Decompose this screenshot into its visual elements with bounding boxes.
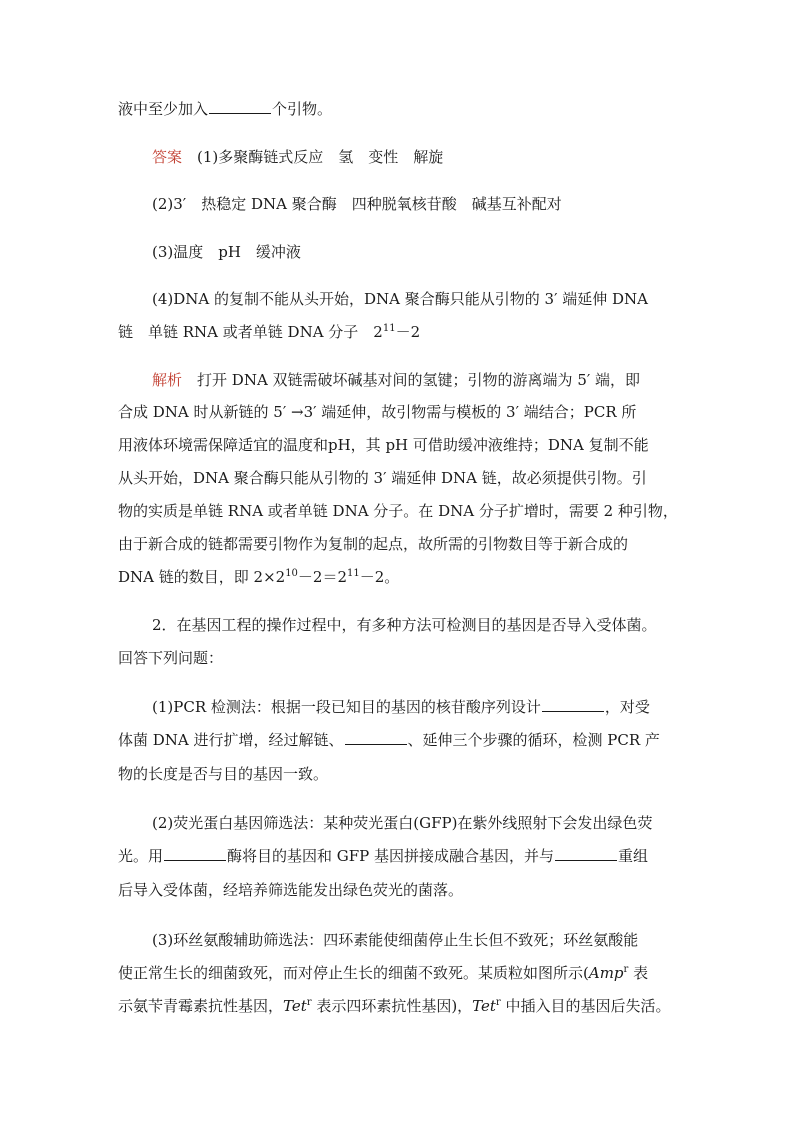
answer-blank (345, 730, 407, 745)
analysis-line3: 用液体环境需保障适宜的温度和pH，其 pH 可借助缓冲液维持；DNA 复制不能 (118, 436, 649, 454)
answer-p3: (3)温度 pH 缓冲液 (152, 243, 301, 261)
q2-p2-line3: 后导入受体菌，经培养筛选能发出绿色荧光的菌落。 (118, 881, 464, 899)
superscript: r (495, 997, 501, 1008)
text: 重组 (618, 847, 649, 865)
text: DNA 链的数目，即 2×2 (118, 568, 286, 586)
analysis-label: 解析 (152, 371, 183, 389)
analysis-line7 (118, 566, 399, 588)
answer-p2: (2)3′ 热稳定 DNA 聚合酶 四种脱氧核苷酸 碱基互补配对 (152, 195, 562, 213)
superscript: r (623, 964, 629, 975)
text: 表示四环素抗性基因)， (311, 997, 473, 1015)
q2-p3-line3 (118, 995, 670, 1017)
text: ，对受 (604, 698, 650, 716)
text: 酶将目的基因和 GFP 基因拼接成融合基因，并与 (227, 847, 555, 865)
q2-stem-line2: 回答下列问题： (118, 649, 224, 667)
q2-p3-line2 (118, 962, 648, 984)
q2-p1-line3: 物的长度是否与目的基因一致。 (118, 765, 329, 783)
text: 个引物。 (272, 100, 333, 118)
superscript: 10 (285, 568, 298, 579)
text: 、延伸三个步骤的循环，检测 PCR 产 (407, 731, 660, 749)
analysis-line5: 物的实质是单链 RNA 或者单链 DNA 分子。在 DNA 分子扩增时，需要 2 种引物， (118, 502, 678, 520)
text: 使正常生长的细菌致死，而对停止生长的细菌不致死。某质粒如图所示( (118, 964, 589, 982)
analysis-line2: 合成 DNA 时从新链的 5′ →3′ 端延伸，故引物需与模板的 3′ 端结合；PCR 所 (118, 403, 637, 421)
answer-blank (209, 99, 271, 114)
q2-p3-line1: (3)环丝氨酸辅助筛选法：四环素能使细菌停止生长但不致死；环丝氨酸能 (152, 931, 639, 949)
answer-blank (164, 846, 226, 861)
answer-blank (555, 846, 617, 861)
text: 链 单链 RNA 或者单链 DNA 分子 2 (118, 323, 383, 341)
text: －2＝2 (297, 568, 348, 586)
text: 打开 DNA 双链需破坏碱基对间的氢键；引物的游离端为 5′ 端，即 (197, 371, 641, 389)
text: 光。用 (118, 847, 164, 865)
analysis-line1 (152, 369, 640, 391)
q2-p2-line2 (118, 845, 648, 867)
answer-p4-line1: (4)DNA 的复制不能从头开始，DNA 聚合酶只能从引物的 3′ 端延伸 DNA (152, 290, 648, 308)
text: －2 (395, 323, 421, 341)
superscript: 11 (382, 323, 396, 334)
q2-stem-line1: 2．在基因工程的操作过程中，有多种方法可检测目的基因是否导入受体菌。 (152, 616, 657, 634)
text: (1)多聚酶链式反应 氢 变性 解旋 (197, 148, 444, 166)
answer-blank (542, 697, 604, 712)
gene-name: Amp (588, 964, 624, 982)
q2-p1-line1 (152, 696, 650, 718)
answer-label: 答案 (152, 148, 183, 166)
q2-p1-line2 (118, 729, 660, 751)
text: 示氨苄青霉素抗性基因， (118, 997, 284, 1015)
q1-tail-line (118, 98, 332, 120)
analysis-line4: 从头开始，DNA 聚合酶只能从引物的 3′ 端延伸 DNA 链，故必须提供引物。引 (118, 469, 647, 487)
superscript: 11 (347, 568, 360, 579)
text: 表 (628, 964, 649, 982)
answer-p1 (152, 146, 443, 168)
text: 中插入目的基因后失活。 (500, 997, 671, 1015)
superscript: r (306, 997, 312, 1008)
analysis-line6: 由于新合成的链都需要引物作为复制的起点，故所需的引物数目等于新合成的 (118, 535, 629, 553)
gene-name: Tet (283, 997, 307, 1015)
text: 体菌 DNA 进行扩增，经过解链、 (118, 731, 344, 749)
q2-p2-line1: (2)荧光蛋白基因筛选法：某种荧光蛋白(GFP)在紫外线照射下会发出绿色荧 (152, 814, 653, 832)
text: 液中至少加入 (118, 100, 209, 118)
answer-p4-line2 (118, 321, 420, 343)
gene-name: Tet (472, 997, 496, 1015)
text: (1)PCR 检测法：根据一段已知目的基因的核苷酸序列设计 (152, 698, 541, 716)
text: －2。 (359, 568, 400, 586)
